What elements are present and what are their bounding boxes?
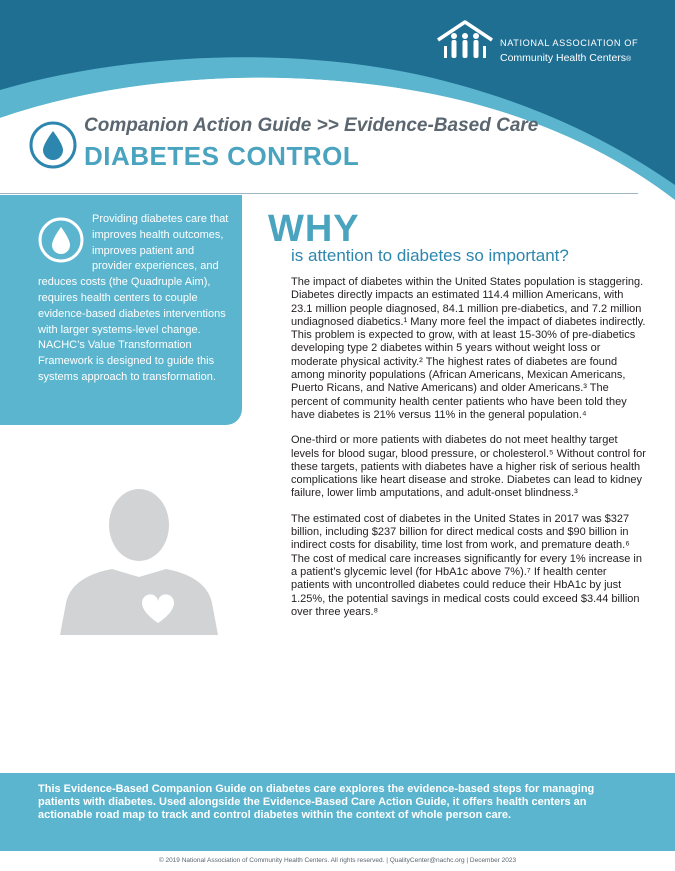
title-divider [0,193,638,194]
footer-copyright: © 2019 National Association of Community Health Centers. All rights reserved. | QualityCenter@nachc.org | December 2023 [158,857,517,864]
nachc-logo-icon [434,18,496,66]
body-paragraph: The estimated cost of diabetes in the United States in 2017 was $327 billion, including $237 billion for direct medical costs and $90 billion in indirect costs for disability, time lost from work, and premature death.⁶ The cost of medical care increases significantly for every 1% increase in a patient’s glycemic level (for HbA1c above 7%).⁷ If health center patients with uncontrolled diabetes could reduce their HbA1c by just 1.25%, the potential savings in medical costs could exceed $3.44 billion over three years.⁸ [291,512,642,618]
summary-text: This Evidence-Based Companion Guide on diabetes care explores the evidence-based steps for managing patients with diabetes. Used alongside the Evidence-Based Care Action Guide, it offers health centers an actionable road map to track and control diabetes within the context of whole person care. [38,783,595,821]
body-paragraph: The impact of diabetes within the United States population is staggering. Diabetes directly impacts an estimated 114.4 million Americans, with 23.1 million people diagnosed, 84.1 million pre-diabetics, and 7.2 million undiagnosed diabetics.¹ Many more feel the impact of diabetes indirectly. This problem is expected to grow, with at least 15-30% of pre-diabetics developing type 2 diabetes within 5 years without weight loss or moderate physical activity.² The highest rates of diabetes are found among minority populations (African Americans, Mexican Americans, Puerto Ricans, and Native Americans) and older Americans.³ The percent of community health center patients who have been told they have diabetes is 21% versus 11% in the general population.⁴ [291,276,646,421]
why-subheading: is attention to diabetes so important? [291,246,569,265]
person-heart-icon [60,485,218,635]
sidebar-text: Providing diabetes care that improves health outcomes, improves patient and provider experiences, and reduces costs (the Quadruple Aim), requires health centers to couple evidence-based diabetes interventions with larger systems-level change. NACHC’s Value Transformation Framework is designed to guide this systems approach to transformation. [38,213,229,383]
why-heading: WHY [268,208,360,250]
water-drop-icon [28,120,78,170]
why-body [291,276,647,631]
guide-kicker: Companion Action Guide >> Evidence-Based Care [84,115,539,136]
page-title: DIABETES CONTROL [84,141,360,171]
org-name-line2: Community Health Centers® [500,52,632,64]
org-name-line1: NATIONAL ASSOCIATION OF [500,38,639,48]
body-paragraph: One-third or more patients with diabetes do not meet healthy target levels for blood sugar, blood pressure, or cholesterol.⁵ Without control for these targets, patients with diabetes have a higher risk of serious health complications like heart disease and stroke. Diabetes can lead to kidney failure, lower limb amputations, and adult-onset blindness.³ [291,434,646,500]
nachc-logo [434,18,654,68]
